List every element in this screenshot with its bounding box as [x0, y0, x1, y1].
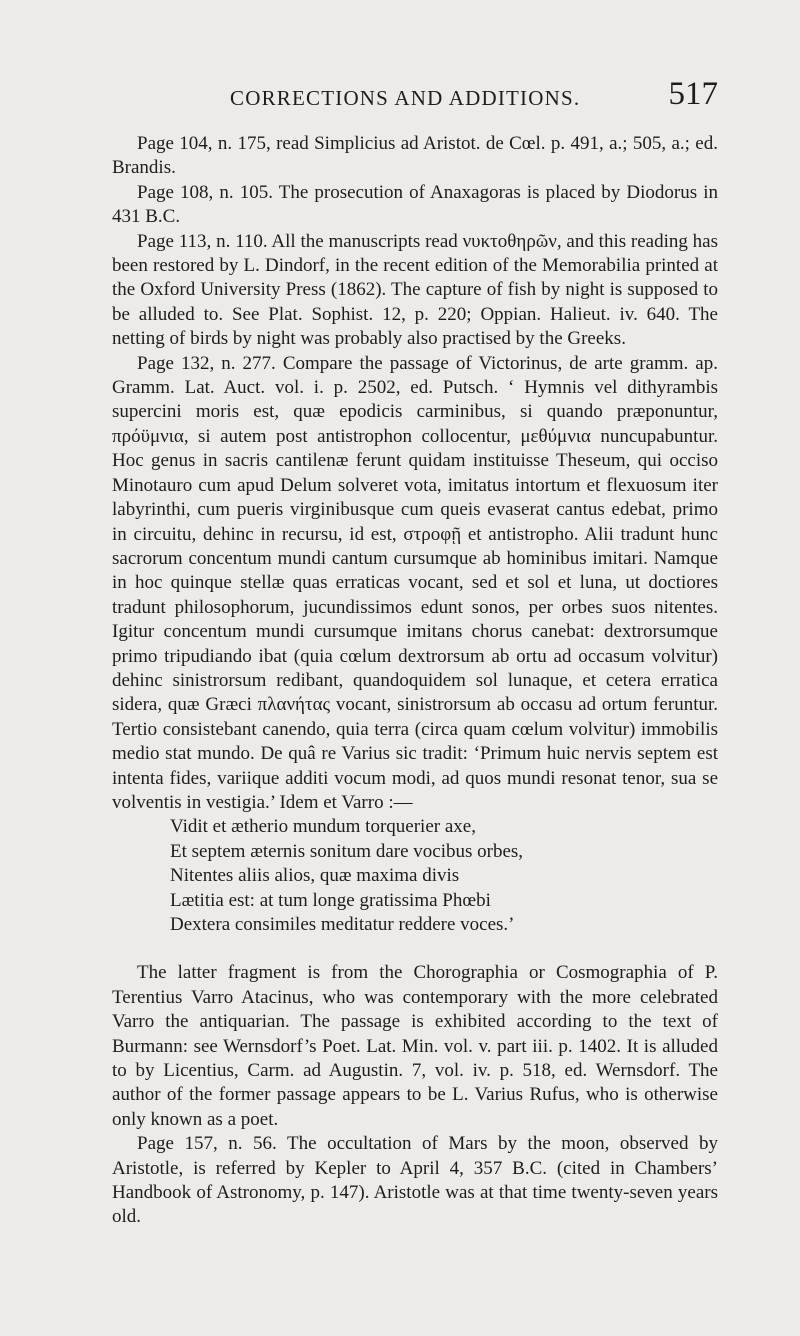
verse-block: [170, 815, 718, 937]
entry-latter-fragment: The latter fragment is from the Chorographia or Cosmographia of P. Terentius Varro Atacinus, who was contemporary with the more celebrated Varro the antiquarian. The passage is exhibited according to the text of Burmann: see Wernsdorf’s Poet. Lat. Min. vol. v. part iii. p. 1402. It is alluded to by Licentius, Carm. ad Augustin. 7, vol. iv. p. 518, ed. Wernsdorf. The author of the former passage appears to be L. Varius Rufus, who is otherwise only known as a poet.: [112, 962, 718, 1130]
entry-page-157: Page 157, n. 56. The occultation of Mars by the moon, observed by Aristotle, is referred by Kepler to April 4, 357 B.C. (cited in Chambers’ Handbook of Astronomy, p. 147). Aristotle was at that time twenty-seven years old.: [112, 1133, 718, 1228]
verse-line: Nitentes aliis alios, quæ maxima divis: [170, 865, 460, 887]
entry-page-104: Page 104, n. 175, read Simplicius ad Aristot. de Cœl. p. 491, a.; 505, a.; ed. Brandis.: [112, 133, 718, 179]
page-body: [112, 132, 718, 1230]
page-header: [112, 78, 718, 118]
verse-line: Et septem æternis sonitum dare vocibus orbes,: [170, 840, 524, 862]
entry-page-132: Page 132, n. 277. Compare the passage of Victorinus, de arte gramm. ap. Gramm. Lat. Auct. vol. i. p. 2502, ed. Putsch. ‘ Hymnis vel dithyrambis supercini moris est, quæ epodicis carminibus, si quando præponuntur, πρόϋμνια, si autem post antistrophon collocentur, μεθύμνια nuncupabuntur. Hoc genus in sacris cantilenæ ferunt quidam instituisse Theseum, qui occiso Minotauro cum apud Delum solveret vota, imitatus intortum et flexuosum iter labyrinthi, cum pueris virginibusque cum queis evaserat cantus edebat, primo in circuitu, dehinc in recursu, id est, στροφῇ et antistropho. Alii tradunt hunc sacrorum concentum mundi cantum cursumque ab hominibus imitari. Namque in hoc quinque stellæ quas erraticas vocant, sed et sol et luna, ut doctiores tradunt philosophorum, jucundissimos edunt sonos, per orbes suos nitentes. Igitur concentum mundi cursumque imitans chorus canebat: dextrorsumque primo tripudiando ibat (quia cœlum dextrorsum ab ortu ad occasum volvitur) dehinc sinistrorsum redibant, quandoquidem sol lunaque, et cetera erratica sidera, quæ Græci πλανήτας vocant, sinistrorsum ab occasu ad ortum feruntur. Tertio consistebant canendo, quia terra (circa quam cœlum volvitur) immobilis medio stat mundo. De quâ re Varius sic tradit: ‘Primum huic nervis septem est intenta fides, variique additi vocum modi, ad quos mundi resonat tenor, sua se volventis in vestigia.’ Idem et Varro :—: [112, 352, 718, 813]
running-head: CORRECTIONS AND ADDITIONS.: [230, 86, 581, 110]
entry-page-108: Page 108, n. 105. The prosecution of Anaxagoras is placed by Diodorus in 431 B.C.: [112, 181, 718, 228]
verse-line: Vidit et ætherio mundum torquerier axe,: [170, 816, 476, 838]
verse-line: Lætitia est: at tum longe gratissima Phœbi: [170, 889, 491, 911]
verse-line: Dextera consimiles meditatur reddere voces.’: [170, 914, 515, 935]
page-number: 517: [668, 76, 718, 112]
entry-page-113: Page 113, n. 110. All the manuscripts read νυκτοθηρῶν, and this reading has been restored by L. Dindorf, in the recent edition of the Memorabilia printed at the Oxford University Press (1862). The capture of fish by night is supposed to be alluded to. See Plat. Sophist. 12, p. 220; Oppian. Halieut. iv. 640. The netting of birds by night was probably also practised by the Greeks.: [112, 230, 718, 350]
